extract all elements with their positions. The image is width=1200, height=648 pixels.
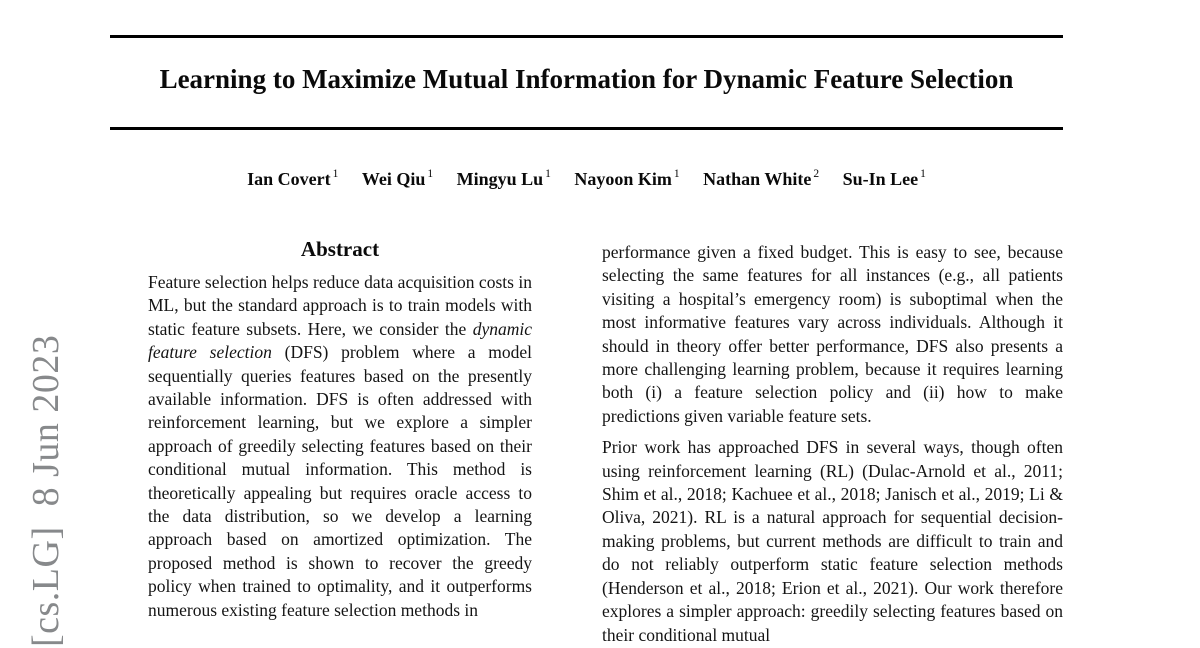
arxiv-watermark: [cs.LG] 8 Jun 2023 (25, 334, 67, 647)
intro-paragraph-2: Prior work has approached DFS in several ways, though often using reinforcement learning (RL) (Dulac-Arnold et al., 2011; Shim et al., 2018; Kachuee et al., 2018; Janisch et al., 2019; Li & Oliva, 2021). RL is a natural approach for sequential decision-making problems, but current methods are difficult to train and do not reliably outperform static feature selection methods (Henderson et al., 2018; Erion et al., 2021). Our work therefore explores a simpler approach: greedily selecting features based on their conditional mutual (602, 437, 1063, 645)
abstract-segment: Feature selection helps reduce data acquisition costs in ML, but the standard approach is to train models with static feature subsets. Here, we consider the (148, 272, 532, 339)
author-affiliation-sup: 1 (673, 168, 680, 180)
abstract-segment: (DFS) problem where a model sequentially queries features based on the presently available information. DFS is often addressed with reinforcement learning, but we explore a simpler approach of greedily selecting features based on their conditional mutual information. This method is theoretically appealing but requires oracle access to the data distribution, so we develop a learning approach based on amortized optimization. The proposed method is shown to recover the greedy policy when trained to optimality, and it outperforms numerous existing feature selection methods in (148, 342, 532, 620)
title-rule-bottom (110, 127, 1063, 130)
author-affiliation-sup: 1 (427, 168, 434, 180)
author-affiliation-sup: 1 (332, 168, 339, 180)
author-line (110, 169, 1063, 190)
intro-column (602, 241, 1063, 647)
author-name: Wei Qiu $^1$ (361, 168, 434, 189)
intro-paragraph-1: performance given a fixed budget. This is easy to see, because selecting the same features for all instances (e.g., all patients visiting a hospital’s emergency room) is suboptimal when the most informative features vary across individuals. Although it should in theory offer better performance, DFS also presents a more challenging learning problem, because it requires learning both (i) a feature selection policy and (ii) how to make predictions given variable feature sets. (602, 242, 1063, 426)
paper-title: Learning to Maximize Mutual Information for Dynamic Feature Selection (159, 64, 1014, 94)
author-affiliation-sup: 2 (813, 168, 820, 180)
author-affiliation-sup: 1 (545, 168, 551, 180)
author-name: Mingyu Lu $^1$ (456, 168, 551, 189)
author-affiliation-sup: 1 (920, 168, 926, 180)
author-name: Su-In Lee $^1$ (842, 168, 926, 189)
abstract-text (148, 271, 532, 622)
author-name: Nathan White $^2$ (703, 168, 820, 189)
abstract-section (148, 237, 532, 622)
author-name: Nayoon Kim $^1$ (574, 168, 680, 189)
abstract-italic-phrase: dynamic feature selection (148, 318, 532, 363)
author-name: Ian Covert $^1$ (247, 168, 339, 189)
title-rule-top (110, 35, 1063, 38)
abstract-heading: Abstract (300, 237, 380, 261)
